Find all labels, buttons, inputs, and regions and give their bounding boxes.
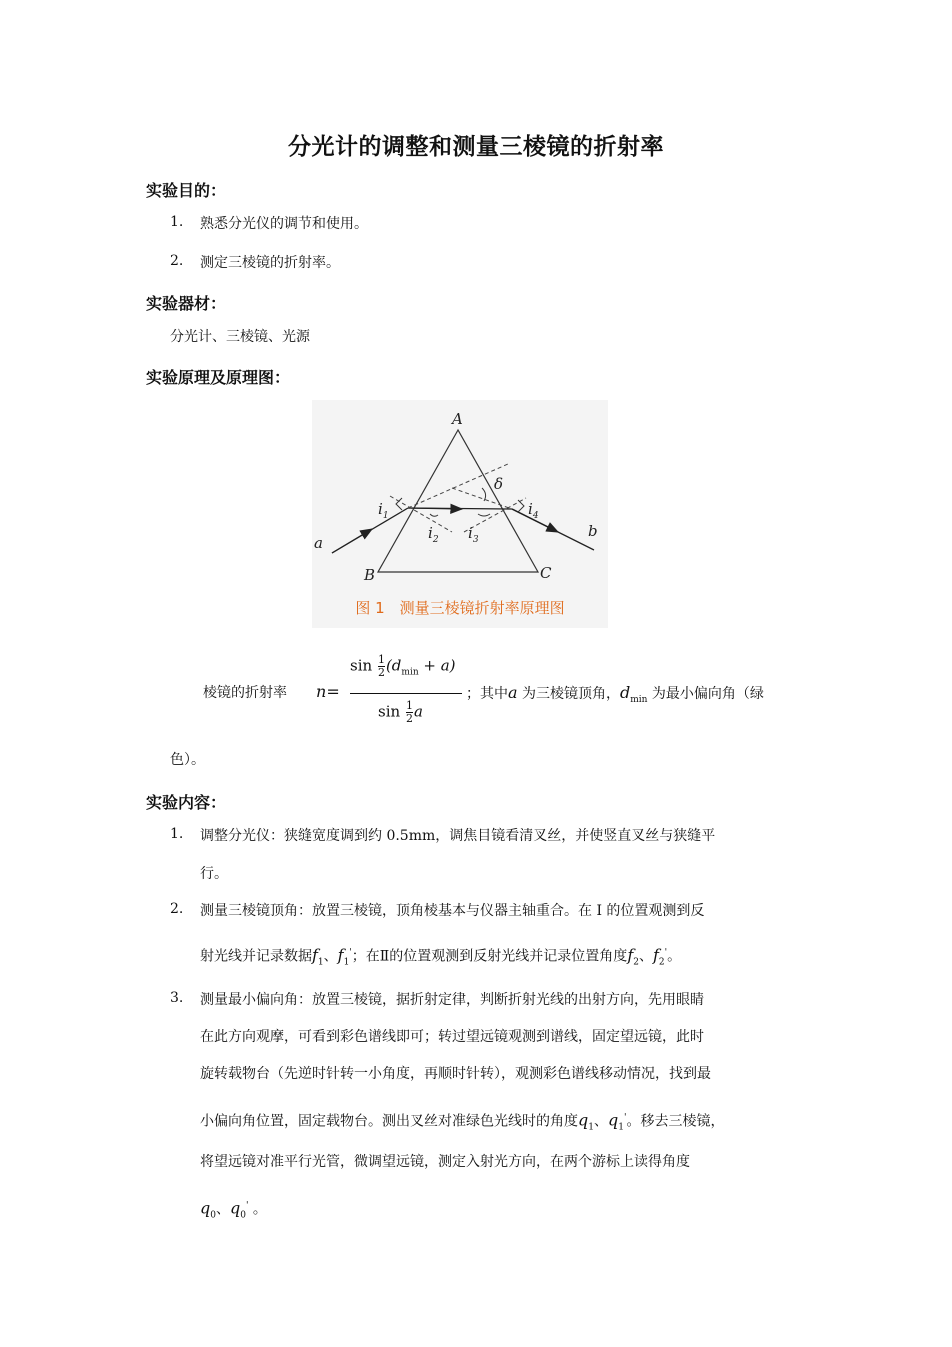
content-item-3-line-1: 测量最小偏向角：放置三棱镜，据折射定律，判断折射光线的出射方向，先用眼睛 xyxy=(200,992,704,1008)
purpose-item-1: 熟悉分光仪的调节和使用。 xyxy=(200,216,368,232)
prism-diagram-svg xyxy=(312,400,608,628)
prism-diagram xyxy=(312,400,608,628)
content-item-2-line-1: 测量三棱镜顶角：放置三棱镜，顶角棱基本与仪器主轴重合。在 I 的位置观测到反 xyxy=(200,903,705,919)
purpose-heading: 实验目的： xyxy=(146,181,227,200)
content-item-3-line-4: 小偏向角位置，固定载物台。测出叉丝对准绿色光线时的角度$q_1$、$q_1'$。移去三棱镜， xyxy=(200,1110,725,1133)
content-item-3-line-5: 将望远镜对准平行光管，微调望远镜，测定入射光方向，在两个游标上读得角度 xyxy=(200,1154,690,1170)
content-item-3-num: 3. xyxy=(170,990,184,1006)
content-item-2-line-2: 射光线并记录数据$f_1$、$f_1'$；在Ⅱ的位置观测到反射光线并记录位置角度$f_2$、$f_2'$。 xyxy=(200,945,682,968)
formula-denominator: sin $\frac{1}{2}$ a xyxy=(378,699,423,725)
content-item-2-num: 2. xyxy=(170,901,184,917)
label-vertex-c: C xyxy=(540,564,552,582)
figure-caption: 图 1 测量三棱镜折射率原理图 xyxy=(355,599,565,617)
purpose-item-2: 测定三棱镜的折射率。 xyxy=(200,255,340,271)
formula-fraction-bar xyxy=(350,693,462,694)
formula-explanation: ；其中a 为三棱镜顶角，$d_{min}$ 为最小偏向角（绿 xyxy=(466,683,764,705)
label-delta: δ xyxy=(494,475,504,493)
content-item-1-line-2: 行。 xyxy=(200,866,228,882)
label-i1: $i_1$ xyxy=(378,500,389,521)
formula-lead: 棱镜的折射率 xyxy=(203,685,287,701)
label-ray-b: b xyxy=(588,522,598,540)
principle-heading: 实验原理及原理图： xyxy=(146,368,291,387)
refractive-index-formula xyxy=(316,652,466,740)
label-i4: $i_4$ xyxy=(528,500,539,521)
content-heading: 实验内容： xyxy=(146,793,227,812)
content-item-1-num: 1. xyxy=(170,826,184,842)
label-i3: $i_3$ xyxy=(468,524,479,545)
prism-triangle xyxy=(378,430,538,572)
label-ray-a: a xyxy=(314,534,323,552)
content-item-3-line-2: 在此方向观摩，可看到彩色谱线即可；转过望远镜观测到谱线，固定望远镜，此时 xyxy=(200,1029,704,1045)
content-item-3-line-3: 旋转载物台（先逆时针转一小角度，再顺时针转），观测彩色谱线移动情况，找到最 xyxy=(200,1066,711,1082)
label-i2: $i_2$ xyxy=(428,524,439,545)
materials-text: 分光计、三棱镜、光源 xyxy=(170,329,310,345)
page-title: 分光计的调整和测量三棱镜的折射率 xyxy=(288,134,664,160)
formula-n: n= xyxy=(316,682,340,701)
label-vertex-a: A xyxy=(452,410,463,428)
extension-dashed xyxy=(408,464,508,508)
content-item-1-line-1: 调整分光仪：狭缝宽度调到约 0.5mm，调焦目镜看清叉丝，并使竖直叉丝与狭缝平 xyxy=(200,828,716,844)
formula-numerator: sin $\frac{1}{2}$ $(d_{min} + a)$ xyxy=(350,653,456,679)
formula-explanation-cont: 色）。 xyxy=(170,752,205,768)
label-vertex-b: B xyxy=(364,566,376,584)
content-item-3-line-6: $q_0$、$q_0'$ 。 xyxy=(200,1198,267,1221)
purpose-item-1-num: 1. xyxy=(170,214,184,230)
materials-heading: 实验器材： xyxy=(146,294,227,313)
purpose-item-2-num: 2. xyxy=(170,253,184,269)
